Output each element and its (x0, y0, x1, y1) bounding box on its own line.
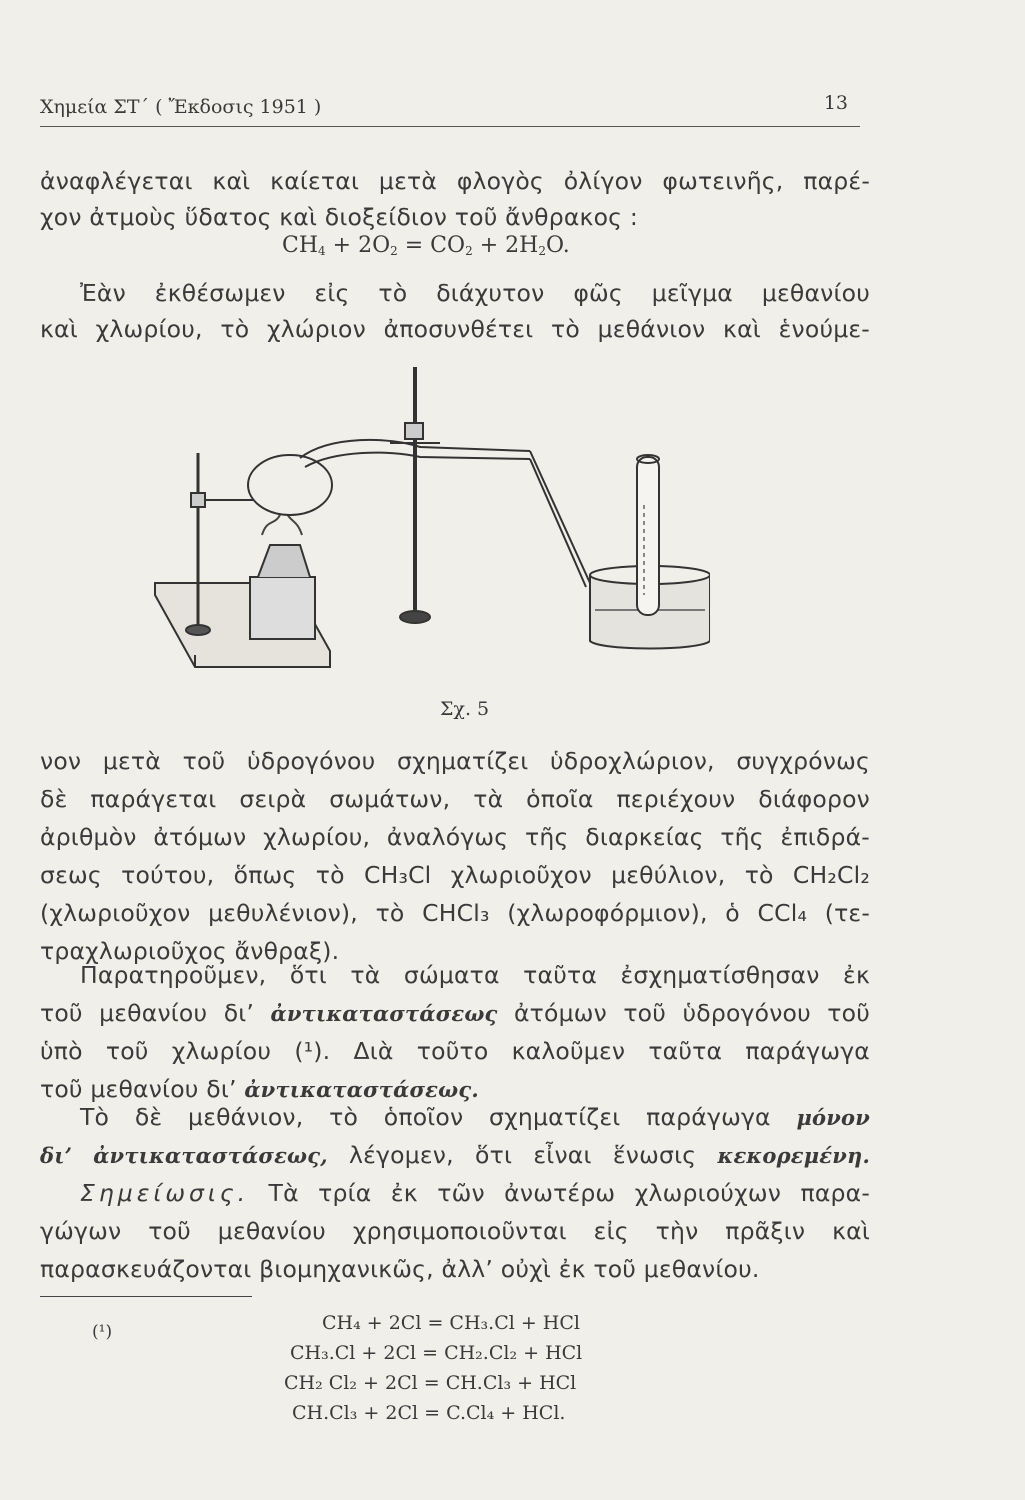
emphasis-term: δι’ ἀντικαταστάσεως, (40, 1143, 328, 1168)
figure-caption: Σχ. 5 (440, 698, 490, 720)
footnote-mark: (¹) (92, 1322, 113, 1342)
emphasis-term: μόνον (796, 1105, 870, 1130)
emphasis-term: ἀντικαταστάσεως. (244, 1077, 479, 1102)
text-line: ἀριθμὸν ἀτόμων χλωρίου, ἀναλόγως τῆς διαρκείας τῆς ἐπιδρά- (40, 823, 870, 851)
text-line: τοῦ μεθανίου δι’ ἀντικαταστάσεως. (40, 1075, 479, 1103)
footnote-reaction: CH₂ Cl₂ + 2Cl = CH.Cl₃ + HCl (284, 1372, 577, 1394)
text-line: (χλωριοῦχον μεθυλένιον), τὸ CHCl₃ (χλωροφόρμιον), ὁ CCl₄ (τε- (40, 899, 870, 927)
text-line: ἀναφλέγεται καὶ καίεται μετὰ φλογὸς ὀλίγον φωτεινῆς, παρέ- (40, 167, 870, 195)
text-line: χον ἀτμοὺς ὕδατος καὶ διοξείδιον τοῦ ἄνθρακος : (40, 203, 638, 231)
text-line: Σημείωσις. Τὰ τρία ἐκ τῶν ἀνωτέρω χλωριούχων παρα- (80, 1179, 871, 1207)
text-line: δι’ ἀντικαταστάσεως, λέγομεν, ὅτι εἶναι ἕνωσις κεκορεμένη. (40, 1141, 871, 1169)
footnote-reaction: CH₃.Cl + 2Cl = CH₂.Cl₂ + HCl (290, 1342, 583, 1364)
text-line: δὲ παράγεται σειρὰ σωμάτων, τὰ ὁποῖα περιέχουν διάφορον (40, 785, 870, 813)
text-line: τραχλωριοῦχος ἄνθραξ). (40, 937, 340, 965)
text-line: Τὸ δὲ μεθάνιον, τὸ ὁποῖον σχηματίζει παράγωγα μόνον (80, 1103, 870, 1131)
text-line: σεως τούτου, ὅπως τὸ CH₃Cl χλωριοῦχον μεθύλιον, τὸ CH₂Cl₂ (40, 861, 870, 889)
text-line: Παρατηροῦμεν, ὅτι τὰ σώματα ταῦτα ἐσχηματίσθησαν ἐκ (80, 961, 870, 989)
emphasis-term: ἀντικαταστάσεως (270, 1001, 498, 1026)
text-line: ὑπὸ τοῦ χλωρίου (¹). Διὰ τοῦτο καλοῦμεν ταῦτα παράγωγα (40, 1037, 870, 1065)
text-line: τοῦ μεθανίου δι’ ἀντικαταστάσεως ἀτόμων τοῦ ὑδρογόνου τοῦ (40, 999, 871, 1027)
footnote-rule (40, 1296, 252, 1297)
running-title: Χημεία ΣΤ΄ ( Ἔκδοσις 1951 ) (40, 96, 322, 118)
apparatus-illustration (150, 355, 710, 685)
text-line: παρασκευάζονται βιομηχανικῶς, ἀλλ’ οὐχὶ ἐκ τοῦ μεθανίου. (40, 1255, 760, 1283)
page-header (40, 92, 860, 127)
footnote-reaction: CH₄ + 2Cl = CH₃.Cl + HCl (322, 1312, 580, 1334)
footnote-reaction: CH.Cl₃ + 2Cl = C.Cl₄ + HCl. (292, 1402, 566, 1424)
page-number: 13 (823, 92, 848, 114)
text-line: γώγων τοῦ μεθανίου χρησιμοποιοῦνται εἰς τὴν πρᾶξιν καὶ (40, 1217, 870, 1245)
note-label: Σημείωσις. (80, 1179, 250, 1207)
combustion-equation: $CH_4 + 2O_2 = CO_2 + 2H_2O$. (282, 233, 570, 258)
text-line: καὶ χλωρίου, τὸ χλώριον ἀποσυνθέτει τὸ μεθάνιον καὶ ἑνούμε- (40, 315, 870, 343)
text-line: Ἐὰν ἐκθέσωμεν εἰς τὸ διάχυτον φῶς μεῖγμα μεθανίου (80, 279, 870, 307)
text-line: νον μετὰ τοῦ ὑδρογόνου σχηματίζει ὑδροχλώριον, συγχρόνως (40, 747, 870, 775)
apparatus-figure (150, 355, 710, 689)
emphasis-term: κεκορεμένη. (717, 1143, 871, 1168)
